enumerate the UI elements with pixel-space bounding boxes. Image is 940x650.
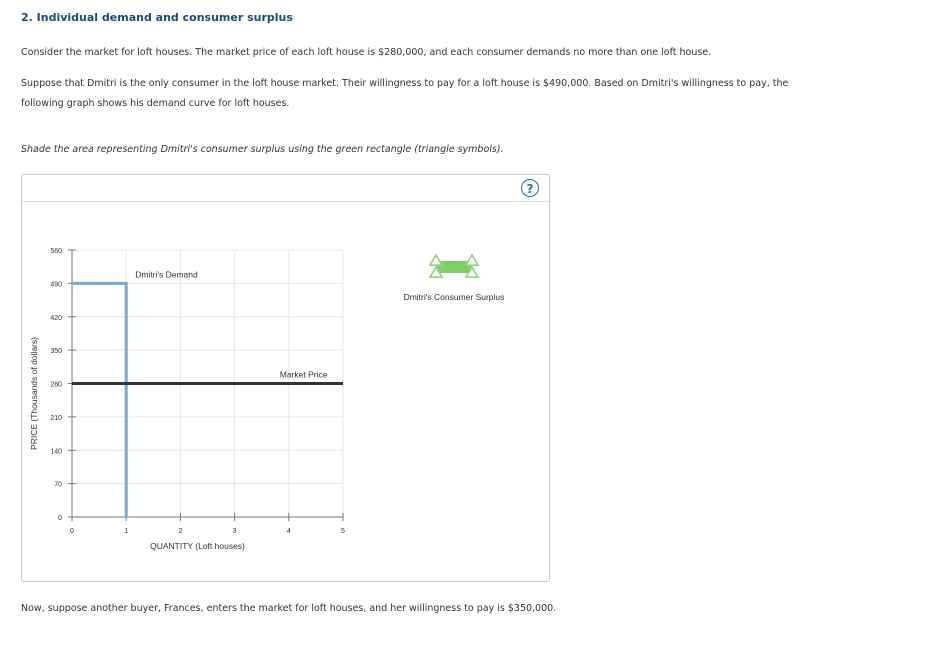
y-axis-label: PRICE (Thousands of dollars) xyxy=(29,337,39,450)
x-tick-label-2: 2 xyxy=(178,528,183,535)
triangle-handle-icon xyxy=(466,255,478,265)
demand-curve-label: Dmitri's Demand xyxy=(135,269,198,280)
y-tick-label-280: 280 xyxy=(50,381,62,389)
triangle-handle-icon xyxy=(430,255,442,265)
x-tick-label-5: 5 xyxy=(341,528,345,535)
question-title: 2. Individual demand and consumer surplus xyxy=(21,11,293,24)
consumer-surplus-label: Dmitri's Consumer Surplus xyxy=(403,292,505,302)
help-icon[interactable]: ? xyxy=(521,179,539,197)
y-tick-label-0: 0 xyxy=(58,515,62,522)
x-tick-label-0: 0 xyxy=(70,528,74,535)
followup-text: Now, suppose another buyer, Frances, enters the market for loft houses, and her willingness to pay is $350,000. xyxy=(21,603,557,614)
y-tick-label-560: 560 xyxy=(50,248,62,255)
x-tick-label-3: 3 xyxy=(232,528,237,535)
x-tick-label-4: 4 xyxy=(286,528,291,535)
demand-curve-line xyxy=(72,283,126,517)
graph-panel xyxy=(21,174,550,582)
y-tick-label-210: 210 xyxy=(50,414,62,422)
consumer-surplus-tool[interactable] xyxy=(404,255,505,302)
demand-graph xyxy=(22,175,549,581)
y-tick-label-350: 350 xyxy=(50,348,62,356)
intro-text: Consider the market for loft houses. The market price of each loft house is $280,000, and each consumer demands no more than one loft house. xyxy=(21,47,712,58)
y-tick-label-490: 490 xyxy=(50,281,62,289)
x-tick-label-1: 1 xyxy=(124,528,129,535)
instruction-text: Shade the area representing Dmitri's consumer surplus using the green rectangle (triangle symbols). xyxy=(21,144,504,155)
x-axis-label: QUANTITY (Loft houses) xyxy=(150,541,245,551)
setup-text: Suppose that Dmitri is the only consumer in the loft house market. Their willingness to pay for a loft house is $490,000. Based on Dmitri's willingness to pay, the following graph shows his demand curve for loft houses. xyxy=(21,78,789,109)
y-tick-label-420: 420 xyxy=(50,314,62,322)
y-tick-label-70: 70 xyxy=(54,481,62,489)
y-tick-label-140: 140 xyxy=(50,448,62,456)
market-price-label: Market Price xyxy=(279,369,328,380)
